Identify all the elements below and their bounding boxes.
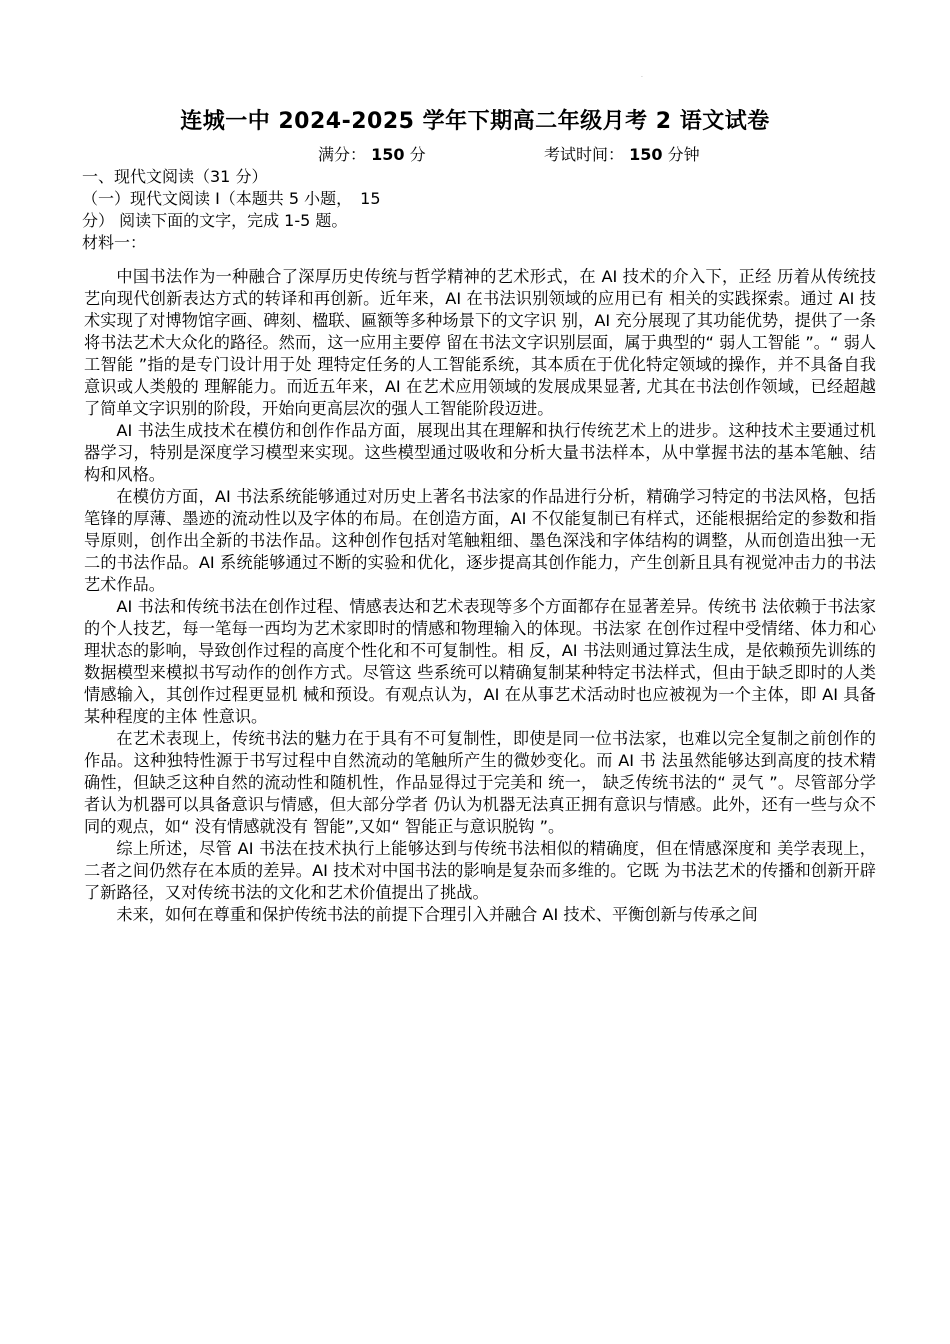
- passage-paragraph-3: 在模仿方面，AI 书法系统能够通过对历史上著名书法家的作品进行分析，精确学习特定的书法风格，包括笔锋的厚薄、墨迹的流动性以及字体的布局。在创造方面，AI 不仅能复制已有样式，还能根据给定的参数和指导原则，创作出全新的书法作品。这种创作包括对笔触粗细、墨色深浅和字体结构的调整，从而创造出独一无二的书法作品。AI 系统能够通过不断的实验和优化，逐步提高其创作能力，产生创新且具有视觉冲击力的书法艺术作品。: [84, 487, 876, 594]
- passage-paragraph-1: 中国书法作为一种融合了深厚历史传统与哲学精神的艺术形式，在 AI 技术的介入下，正经 历着从传统技艺向现代创新表达方式的转译和再创新。近年来，AI 在书法识别领域的应用已有 相关的实践探索。通过 AI 技术实现了对博物馆字画、碑刻、楹联、匾额等多种场景下的文字识 别，AI 充分展现了其功能优势，提供了一条将书法艺术大众化的路径。然而，这一应用主要停 留在书法文字识别层面，属于典型的“ 弱人工智能 ”。“ 弱人工智能 ”指的是专门设计用于处 理特定任务的人工智能系统，其本质在于优化特定领域的操作，并不具备自我意识或人类般的 理解能力。而近五年来，AI 在艺术应用领域的发展成果显著, 尤其在书法创作领域，已经超越 了简单文字识别的阶段，开始向更高层次的强人工智能阶段迈进。: [84, 267, 876, 418]
- passage-paragraph-5: 在艺术表现上，传统书法的魅力在于具有不可复制性，即使是同一位书法家，也难以完全复制之前创作的作品。这种独特性源于书写过程中自然流动的笔触所产生的微妙变化。而 AI 书 法虽然能够达到高度的技术精确性，但缺乏这种自然的流动性和随机性，作品显得过于完美和 统一， 缺乏传统书法的“ 灵气 ”。尽管部分学者认为机器可以具备意识与情感，但大部分学者 仍认为机器无法真正拥有意识与情感。此外，还有一些与众不同的观点，如“ 没有情感就没有 智能”,又如“ 智能正与意识脱钩 ”。: [84, 729, 876, 836]
- material-label: 材料一：: [82, 233, 147, 252]
- subsection-line-2: 分） 阅读下面的文字，完成 1-5 题。: [82, 211, 348, 230]
- score-unit: 分: [409, 145, 426, 164]
- section-heading: 一、现代文阅读（31 分）: [82, 167, 268, 186]
- passage-paragraph-4: AI 书法和传统书法在创作过程、情感表达和艺术表现等多个方面都存在显著差异。传统书 法依赖于书法家的个人技艺，每一笔每一西均为艺术家即时的情感和物理输入的体现。书法家 在创作过程中受情绪、体力和心理状态的影响，导致创作过程的高度个性化和不可复制性。相 反，AI 书法则通过算法生成，是依赖预先训练的数据模型来模拟书写动作的创作方式。尽管这 些系统可以精确复制某种特定书法样式，但由于缺乏即时的人类情感输入，其创作过程更显机 械和预设。有观点认为，AI 在从事艺术活动时也应被视为一个主体，即 AI 具备某种程度的主体 性意识。: [84, 597, 876, 726]
- exam-time: [544, 142, 700, 165]
- subsection-line-1: （一）现代文阅读 I（本题共 5 小题， 15: [82, 189, 381, 208]
- exam-title: 连城一中 2024-2025 学年下期高二年级月考 2 语文试卷: [180, 109, 770, 134]
- passage-paragraph-2: AI 书法生成技术在模仿和创作作品方面，展现出其在理解和执行传统艺术上的进步。这种技术主要通过机器学习，特别是深度学习模型来实现。这些模型通过吸收和分析大量书法样本，从中掌握书法的基本笔触、结构和风格。: [84, 421, 876, 484]
- passage-paragraph-6: 综上所述，尽管 AI 书法在技术执行上能够达到与传统书法相似的精确度，但在情感深度和 美学表现上，二者之间仍然存在本质的差异。AI 技术对中国书法的影响是复杂而多维的。它既 为书法艺术的传播和创新开辟了新路径，又对传统书法的文化和艺术价值提出了挑战。: [84, 839, 876, 902]
- score-value: 150: [371, 145, 405, 164]
- time-unit: 分钟: [667, 145, 700, 164]
- scan-mark: ·: [641, 74, 643, 81]
- section-header: [82, 166, 482, 254]
- time-value: 150: [629, 145, 663, 164]
- passage-paragraph-7: 未来，如何在尊重和保护传统书法的前提下合理引入并融合 AI 技术、平衡创新与传承之间: [116, 905, 758, 924]
- score-label: 满分：: [318, 145, 367, 164]
- reading-passage: [84, 266, 876, 926]
- time-label: 考试时间：: [544, 145, 625, 164]
- full-score: [318, 142, 426, 165]
